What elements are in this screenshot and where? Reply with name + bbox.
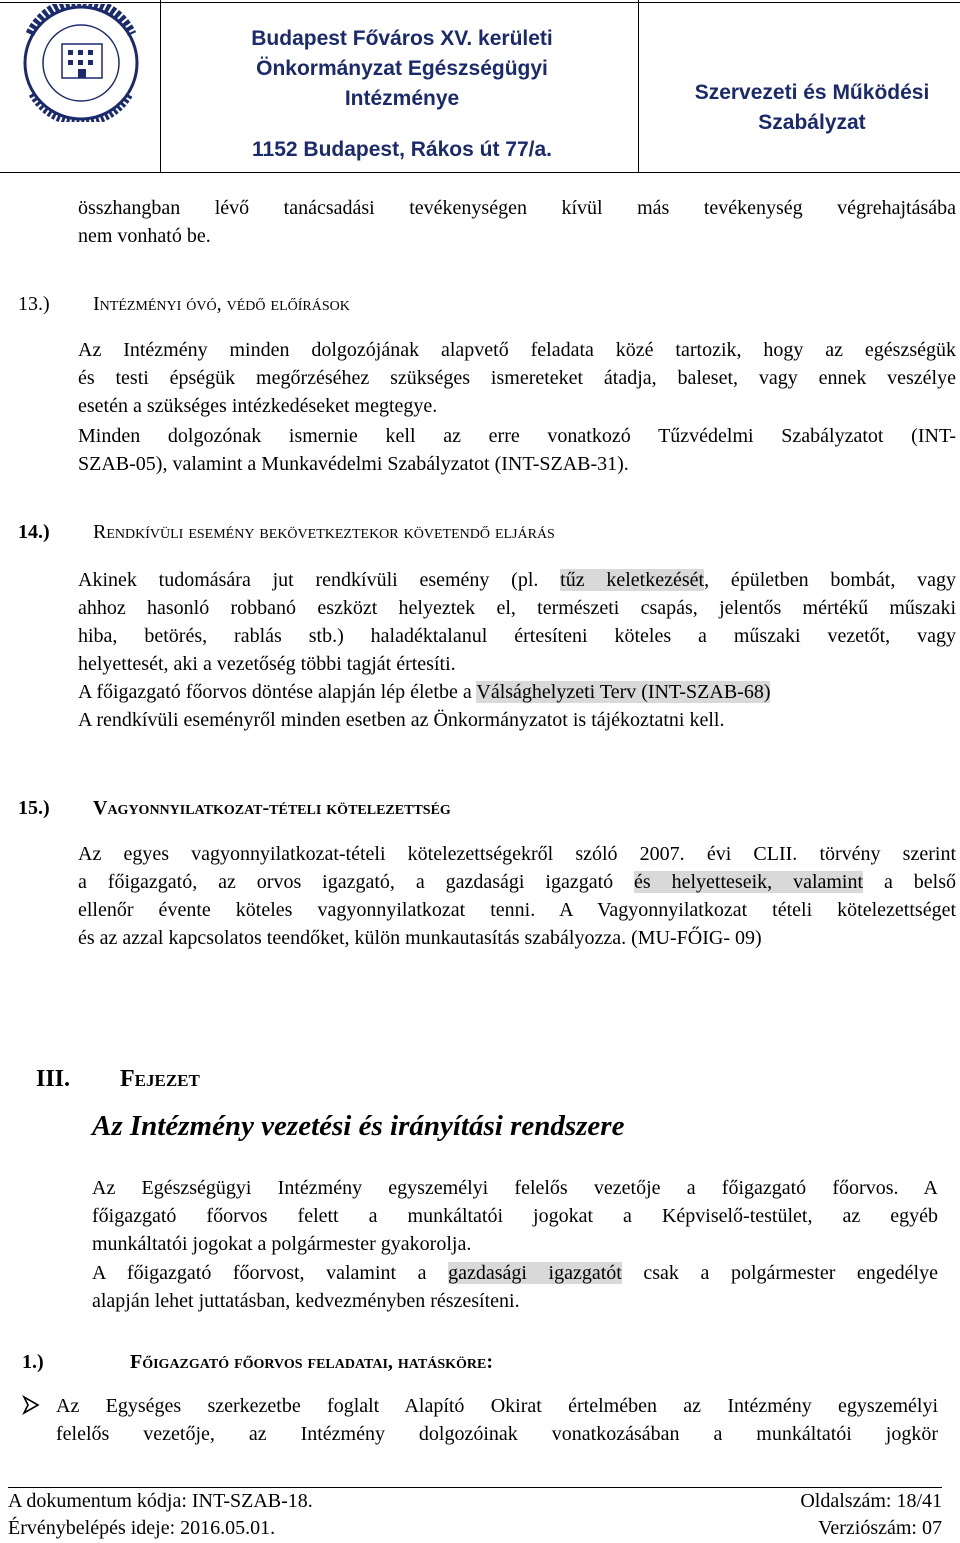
text-line: A rendkívüli eseményről minden esetben az Önkormányzatot is tájékoztatni kell. [78,709,725,731]
page-footer [8,1487,942,1542]
section-13-paragraph-1 [78,336,956,420]
text-fragment: A főigazgató főorvost, valamint a [92,1262,449,1284]
header-top-rule [0,2,960,3]
text-fragment: a főigazgató, az orvos igazgató, a gazdasági igazgató [78,871,635,893]
text-line [78,868,956,896]
section-15-paragraph [78,840,956,952]
text-line [92,1259,938,1287]
document-code: A dokumentum kódja: INT-SZAB-18. [8,1490,313,1512]
text-line: ellenőr évente köteles vagyonnyilatkozat tenni. A Vagyonnyilatkozat tételi kötelezettséget [78,899,956,921]
chapter-subtitle: Az Intézmény vezetési és irányítási rendszere [92,1110,625,1142]
section-number: 13.) [18,293,50,315]
chapter-paragraph-1 [92,1174,938,1258]
organization-address: 1152 Budapest, Rákos út 77/a. [252,138,552,161]
org-line-2: Önkormányzat Egészségügyi [256,57,548,80]
org-line-1: Budapest Főváros XV. kerületi [251,27,553,50]
section-14-paragraph [78,566,956,734]
text-line: Az egyes vagyonnyilatkozat-tételi kötelezettségekről szóló 2007. évi CLII. törvény szerint [78,843,956,865]
highlighted-text: gazdasági igazgatót [448,1262,622,1284]
highlighted-text: Válsághelyzeti Terv (INT-SZAB-68) [476,681,771,703]
page-header [0,0,960,176]
section-title: Vagyonnyilatkozat-tételi kötelezettség [93,797,451,819]
version-number: Verziószám: 07 [818,1517,942,1539]
text-line: és testi épségük megőrzéséhez szükséges ismereteket átadja, baleset, vagy ennek veszélye [78,367,956,389]
text-line: hiba, betörés, rablás stb.) haladéktalanul értesíteni köteles a műszaki vezetőt, vagy [78,625,956,647]
chapter-number: III. [36,1066,71,1092]
section-number: 14.) [18,521,50,543]
text-line: Minden dolgozónak ismernie kell az erre vonatkozó Tűzvédelmi Szabályzatot (INT- [78,425,956,447]
section-number: 15.) [18,797,50,819]
text-line: és az azzal kapcsolatos teendőket, külön munkautasítás szabályozza. (MU-FŐIG- 09) [78,927,762,949]
text-fragment: , épületben bombát, vagy [704,569,956,591]
intro-paragraph [78,194,956,250]
section-title: Rendkívüli esemény bekövetkeztekor követendő eljárás [93,521,555,543]
section-number: 1.) [22,1351,44,1373]
text-line: felelős vezetője, az Intézmény dolgozóinak vonatkozásában a munkáltatói jogkör [56,1423,938,1445]
section-title: Főigazgató főorvos feladatai, hatásköre: [130,1351,493,1373]
doc-title-line-2: Szabályzat [758,111,866,134]
highlighted-text: és helyetteseik, valamint [634,871,864,893]
bullet-item [56,1392,938,1448]
text-line: Az Intézmény minden dolgozójának alapvető feladata közé tartozik, hogy az egészségük [78,339,956,361]
text-fragment: Akinek tudomására jut rendkívüli esemény (pl. [78,569,561,591]
doc-title-line-1: Szervezeti és Működési [694,81,930,104]
document-title [664,78,960,138]
highlighted-text: tűz keletkezését [560,569,705,591]
text-line: összhangban lévő tanácsadási tevékenységen kívül más tevékenység végrehajtásába [78,197,956,219]
text-fragment: a belső [863,871,956,893]
section-13-paragraph-2 [78,422,956,478]
text-line: Az Egységes szerkezetbe foglalt Alapító Okirat értelmében az Intézmény egyszemélyi [56,1395,938,1417]
text-line [78,566,956,594]
institution-seal-logo [6,4,156,122]
text-line: munkáltatói jogokat a polgármester gyakorolja. [92,1233,472,1255]
text-fragment: csak a polgármester engedélye [621,1262,938,1284]
header-divider [160,0,161,172]
effective-date: Érvénybelépés ideje: 2016.05.01. [8,1517,276,1539]
text-line [78,678,956,706]
header-bottom-rule [0,172,960,173]
text-line: főigazgató főorvos felett a munkáltatói jogokat a Képviselő-testület, az egyéb [92,1205,938,1227]
chapter-paragraph-2 [92,1259,938,1315]
organization-name [180,24,624,114]
chapter-word: Fejezet [120,1066,200,1092]
text-line: esetén a szükséges intézkedéseket megtegye. [78,395,438,417]
text-line: alapján lehet juttatásban, kedvezményben részesíteni. [92,1290,520,1312]
header-divider [638,0,639,172]
text-line: SZAB-05), valamint a Munkavédelmi Szabályzatot (INT-SZAB-31). [78,453,629,475]
org-line-3: Intézménye [344,87,460,110]
text-line: helyettesét, aki a vezetőség többi tagját értesíti. [78,653,456,675]
text-line: nem vonható be. [78,225,211,247]
arrow-bullet-icon [22,1395,40,1421]
text-fragment: A főigazgató főorvos döntése alapján lép életbe a [78,681,477,703]
section-title: Intézményi óvó, védő előírások [93,293,350,315]
text-line: ahhoz hasonló robbanó eszközt helyeztek el, természeti csapás, jelentős mértékű műszaki [78,597,956,619]
text-line: Az Egészségügyi Intézmény egyszemélyi felelős vezetője a főigazgató főorvos. A [92,1177,938,1199]
page-number: Oldalszám: 18/41 [800,1490,942,1512]
